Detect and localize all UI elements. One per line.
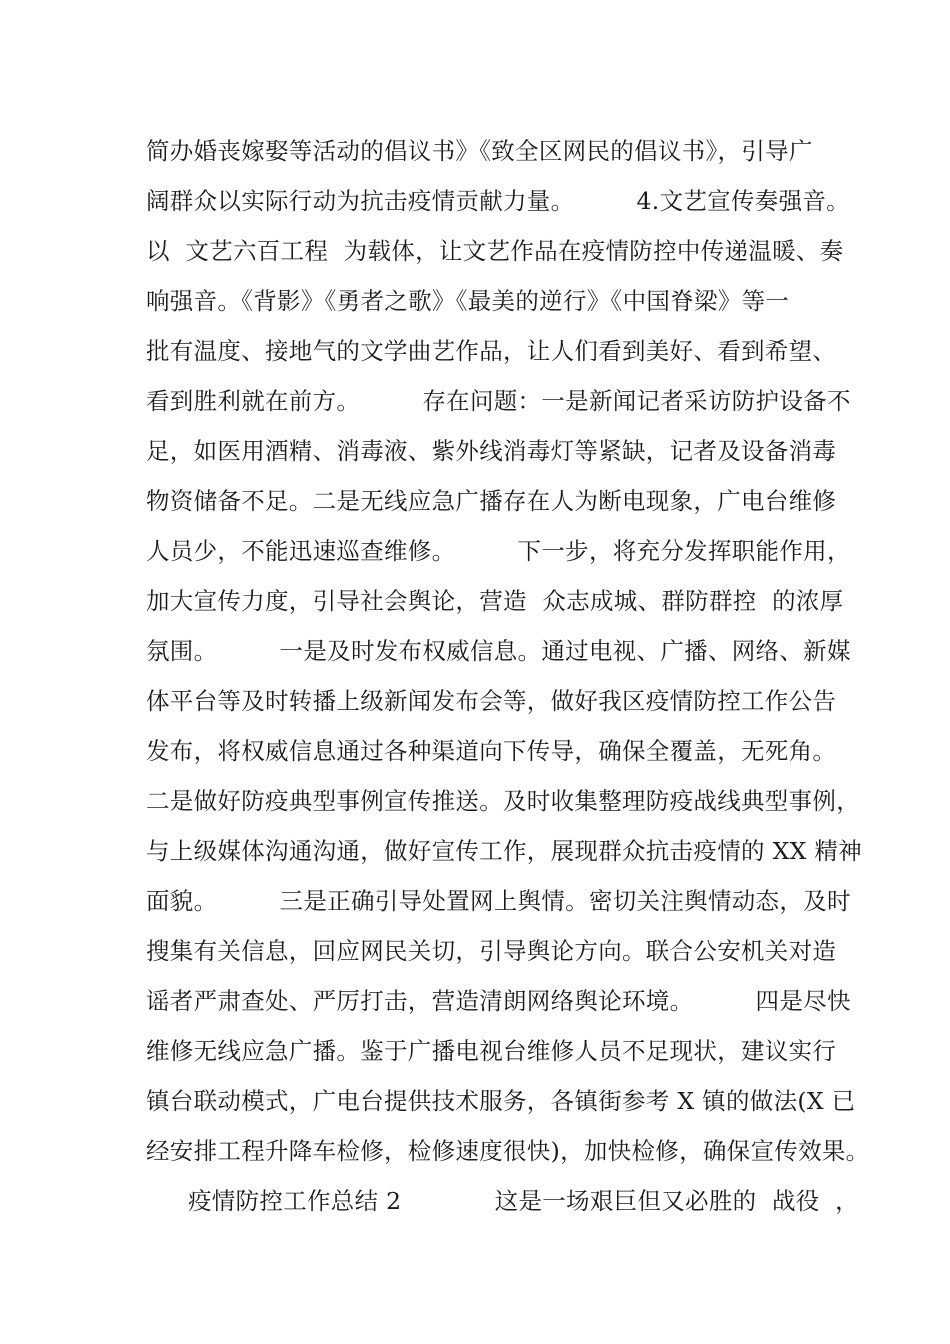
text-line-8: 物资储备不足。二是无线应急广播存在人为断电现象，广电台维修	[146, 487, 837, 515]
text-line-15: 与上级媒体沟通沟通，做好宣传工作，展现群众抗击疫情的 XX 精神	[146, 837, 862, 865]
text-line-18: 谣者严肃查处、严厉打击，营造清朗网络舆论环境。 四是尽快	[146, 987, 851, 1015]
text-line-2: 阔群众以实际行动为抗击疫情贡献力量。 4.文艺宣传奏强音。	[146, 187, 850, 215]
text-line-3: 以 文艺六百工程 为载体，让文艺作品在疫情防控中传递温暖、奏	[146, 237, 844, 265]
text-line-4: 响强音。《背影》《勇者之歌》《最美的逆行》《中国脊梁》等一	[146, 287, 790, 315]
text-line-10: 加大宣传力度，引导社会舆论，营造 众志成城、群防群控 的浓厚	[146, 587, 844, 615]
text-line-12: 体平台等及时转播上级新闻发布会等，做好我区疫情防控工作公告	[146, 687, 837, 715]
text-line-16: 面貌。 三是正确引导处置网上舆情。密切关注舆情动态，及时	[146, 887, 851, 915]
text-line-20: 镇台联动模式，广电台提供技术服务，各镇街参考 X 镇的做法(X 已	[146, 1087, 856, 1115]
text-line-21: 经安排工程升降车检修，检修速度很快)，加快检修，确保宣传效果。	[146, 1137, 870, 1165]
text-line-9: 人员少，不能迅速巡查维修。 下一步，将充分发挥职能作用，	[146, 537, 851, 565]
body-text	[146, 126, 870, 1226]
text-line-6: 看到胜利就在前方。 存在问题：一是新闻记者采访防护设备不	[146, 387, 851, 415]
text-line-1: 简办婚丧嫁娶等活动的倡议书》《致全区网民的倡议书》，引导广	[146, 137, 813, 165]
section-heading-line: 疫情防控工作总结 2 这是一场艰巨但又必胜的 战役 ，	[188, 1187, 859, 1215]
text-line-19: 维修无线应急广播。鉴于广播电视台维修人员不足现状，建议实行	[146, 1037, 837, 1065]
text-line-14: 二是做好防疫典型事例宣传推送。及时收集整理防疫战线典型事例，	[146, 787, 860, 815]
text-line-11: 氛围。 一是及时发布权威信息。通过电视、广播、网络、新媒	[146, 637, 851, 665]
text-line-13: 发布，将权威信息通过各种渠道向下传导，确保全覆盖，无死角。	[146, 737, 837, 765]
text-line-7: 足，如医用酒精、消毒液、紫外线消毒灯等紧缺，记者及设备消毒	[146, 437, 837, 465]
text-line-5: 批有温度、接地气的文学曲艺作品，让人们看到美好、看到希望、	[146, 337, 837, 365]
text-line-17: 搜集有关信息，回应网民关切，引导舆论方向。联合公安机关对造	[146, 937, 837, 965]
